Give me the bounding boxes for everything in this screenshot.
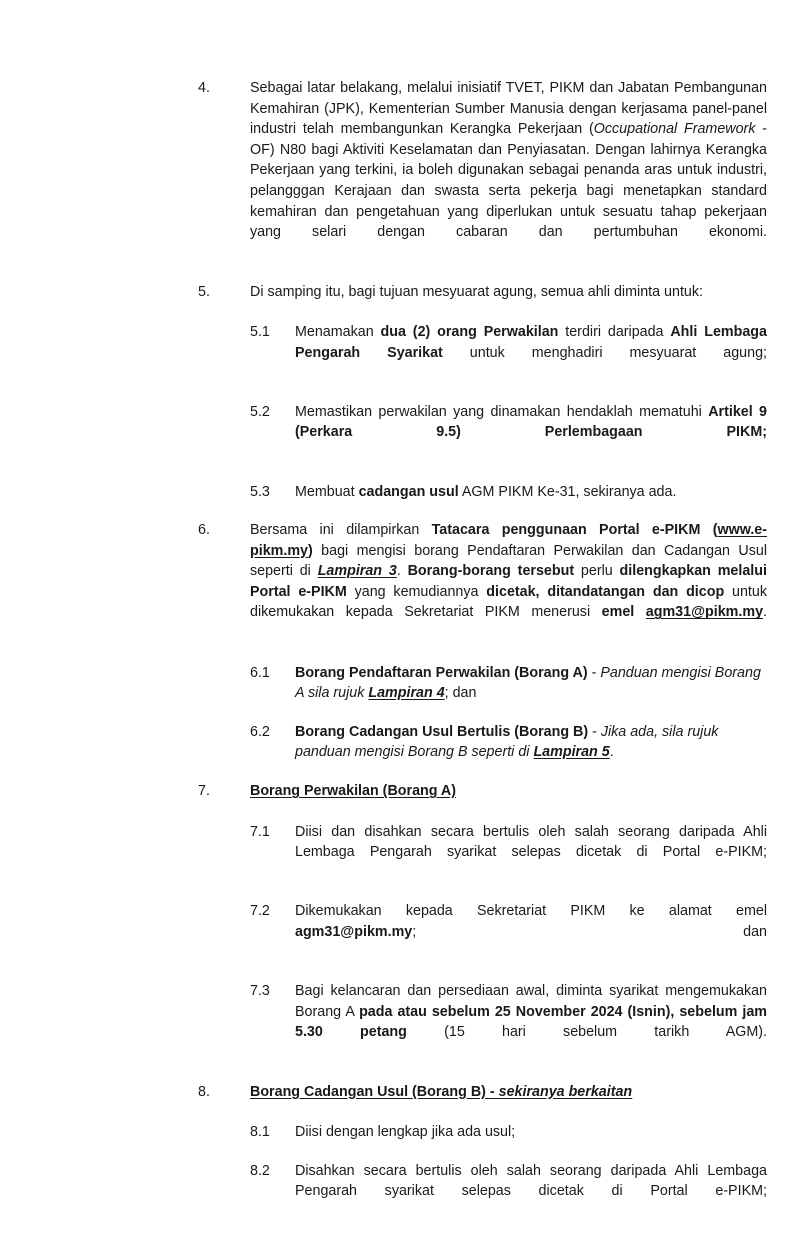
- clause-text: [295, 322, 767, 384]
- section-heading: [198, 781, 767, 802]
- text-run: Bagi kelancaran dan persediaan awal, diminta syarikat mengemukakan Borang A: [295, 983, 767, 1020]
- text-run: Membuat: [295, 483, 359, 500]
- text-run: dua (2) orang Perwakilan: [380, 323, 559, 340]
- text-run: Jika ada, sila rujuk panduan mengisi Borang B seperti di: [295, 723, 719, 761]
- text-run: Bersama ini dilampirkan: [250, 522, 432, 539]
- clause-number: 6.1: [250, 664, 270, 681]
- clause-text: [295, 402, 767, 464]
- clause-text: [295, 722, 767, 763]
- paragraph: [198, 520, 767, 644]
- paragraph: [198, 282, 767, 303]
- text-run: bagi mengisi borang Pendaftaran Perwakilan dan Cadangan Usul seperti di: [250, 542, 767, 580]
- section-heading: [198, 1082, 767, 1103]
- text-run: Menamakan: [295, 323, 381, 340]
- clause-text: [250, 520, 767, 644]
- text-run: agm31@pikm.my: [295, 924, 413, 940]
- clause-text: [250, 78, 767, 263]
- clause-text: [250, 781, 767, 802]
- clause-number: 4.: [198, 80, 210, 96]
- text-run: yang kemudiannya: [346, 583, 487, 600]
- clause-number: 7.2: [250, 903, 270, 920]
- text-run: Borang Cadangan Usul (Borang B) -: [250, 1083, 499, 1100]
- text-run: sekiranya berkaitan: [498, 1083, 633, 1100]
- sub-clause: [198, 1122, 767, 1143]
- text-run: ): [308, 542, 313, 559]
- text-run: Borang Cadangan Usul Bertulis (Borang B): [295, 723, 589, 740]
- clause-text: [295, 901, 767, 963]
- sub-clause: [198, 722, 767, 763]
- text-run: Artikel 9 (Perkara 9.5) Perlembagaan PIKM;: [295, 403, 767, 441]
- text-run: .: [396, 563, 408, 580]
- text-run: Panduan mengisi Borang A sila rujuk: [295, 664, 761, 702]
- clause-text: [295, 822, 767, 884]
- clause-number: 7.: [198, 783, 210, 800]
- sub-clause: [198, 901, 767, 963]
- sub-clause: [198, 822, 767, 884]
- inline-link[interactable]: www.e-pikm.my: [250, 522, 767, 559]
- text-run: Dikemukakan kepada Sekretariat PIKM ke alamat emel: [295, 903, 767, 920]
- text-run: AGM PIKM Ke-31, sekiranya ada.: [458, 483, 677, 500]
- text-run: Sebagai latar belakang, melalui inisiatif TVET, PIKM dan Jabatan Pembangunan Kemahiran (JPK), Kementerian Sumber Manusia dengan kerjasama panel-panel industri telah membangunkan Kerangka Pekerjaan (: [250, 80, 767, 138]
- clause-number: 5.1: [250, 323, 270, 340]
- text-run: Diisi dan disahkan secara bertulis oleh salah seorang daripada Ahli Lembaga Pengarah syarikat selepas dicetak di Portal e-PIKM;: [295, 823, 767, 861]
- text-run: ; dan: [444, 685, 477, 702]
- document-body: [198, 78, 767, 1241]
- text-run: Disahkan secara bertulis oleh salah seorang daripada Ahli Lembaga Pengarah syarikat selepas dicetak di Portal e-PIKM;: [295, 1162, 767, 1200]
- text-run: .: [609, 744, 614, 761]
- sub-clause: [198, 402, 767, 464]
- text-run: terdiri daripada: [558, 323, 671, 340]
- text-run: untuk menghadiri mesyuarat agung;: [442, 344, 767, 361]
- clause-number: 5.3: [250, 483, 270, 500]
- sub-clause: [198, 482, 767, 503]
- clause-number: 7.1: [250, 823, 270, 840]
- sub-clause: [198, 322, 767, 384]
- clause-text: [250, 1082, 767, 1103]
- text-run: dicetak, ditandatangan dan dicop: [486, 583, 725, 600]
- clause-text: [250, 282, 767, 303]
- text-run: Lampiran 5: [533, 744, 610, 761]
- sub-clause: [198, 663, 767, 704]
- text-run: Lampiran 3: [317, 563, 397, 580]
- text-run: Occupational Framework: [593, 121, 756, 138]
- text-run: Borang Pendaftaran Perwakilan (Borang A): [295, 664, 588, 681]
- clause-number: 8.2: [250, 1162, 270, 1179]
- text-run: -: [587, 664, 601, 681]
- text-run: pada atau sebelum 25 November 2024 (Isnin), sebelum jam 5.30 petang: [295, 1003, 767, 1041]
- text-run: untuk dikemukakan kepada Sekretariat PIKM menerusi: [250, 583, 767, 621]
- text-run: perlu: [574, 563, 620, 580]
- text-run: - OF) N80 bagi Aktiviti Keselamatan dan Penyiasatan. Dengan lahirnya Kerangka Pekerjaan yang terkini, ia boleh digunakan sebagai penanda aras untuk industri, pelangggan Kerajaan dan swasta serta pekerja bagi menetapkan standard kemahiran dan pengetahuan yang diperlukan untuk sesuatu tahap pekerjaan yang selari dengan cabaran dan pertumbuhan ekonomi.: [250, 121, 767, 241]
- text-run: Lampiran 4: [368, 685, 445, 702]
- sub-clause: [198, 981, 767, 1063]
- inline-link[interactable]: agm31@pikm.my: [645, 604, 764, 621]
- sub-clause: [198, 1161, 767, 1223]
- text-run: Diisi dengan lengkap jika ada usul;: [295, 1124, 516, 1141]
- text-run: .: [763, 604, 768, 621]
- text-run: (15 hari sebelum tarikh AGM).: [406, 1024, 767, 1041]
- clause-text: [295, 663, 767, 704]
- clause-number: 7.3: [250, 983, 270, 1000]
- clause-text: [295, 482, 767, 503]
- clause-number: 6.: [198, 522, 210, 539]
- clause-number: 6.2: [250, 723, 270, 740]
- paragraph: [198, 78, 767, 263]
- clause-text: [295, 1122, 767, 1143]
- clause-number: 8.: [198, 1083, 210, 1100]
- clause-text: [295, 981, 767, 1063]
- text-run: cadangan usul: [358, 483, 459, 500]
- text-run: dilengkapkan melalui Portal e-PIKM: [250, 563, 767, 600]
- clause-text: [295, 1161, 767, 1223]
- text-run: Borang Perwakilan (Borang A): [250, 783, 457, 800]
- text-run: ; dan: [412, 924, 767, 940]
- clause-number: 8.1: [250, 1124, 270, 1141]
- text-run: emel: [601, 604, 646, 621]
- text-run: Di samping itu, bagi tujuan mesyuarat agung, semua ahli diminta untuk:: [250, 284, 703, 301]
- text-run: -: [588, 723, 601, 740]
- text-run: Tatacara penggunaan Portal e-PIKM (: [431, 522, 718, 539]
- clause-number: 5.2: [250, 403, 270, 420]
- text-run: Borang-borang tersebut: [407, 563, 575, 580]
- text-run: Memastikan perwakilan yang dinamakan hendaklah mematuhi: [295, 403, 709, 420]
- text-run: Ahli Lembaga Pengarah Syarikat: [295, 323, 767, 361]
- clause-number: 5.: [198, 284, 210, 301]
